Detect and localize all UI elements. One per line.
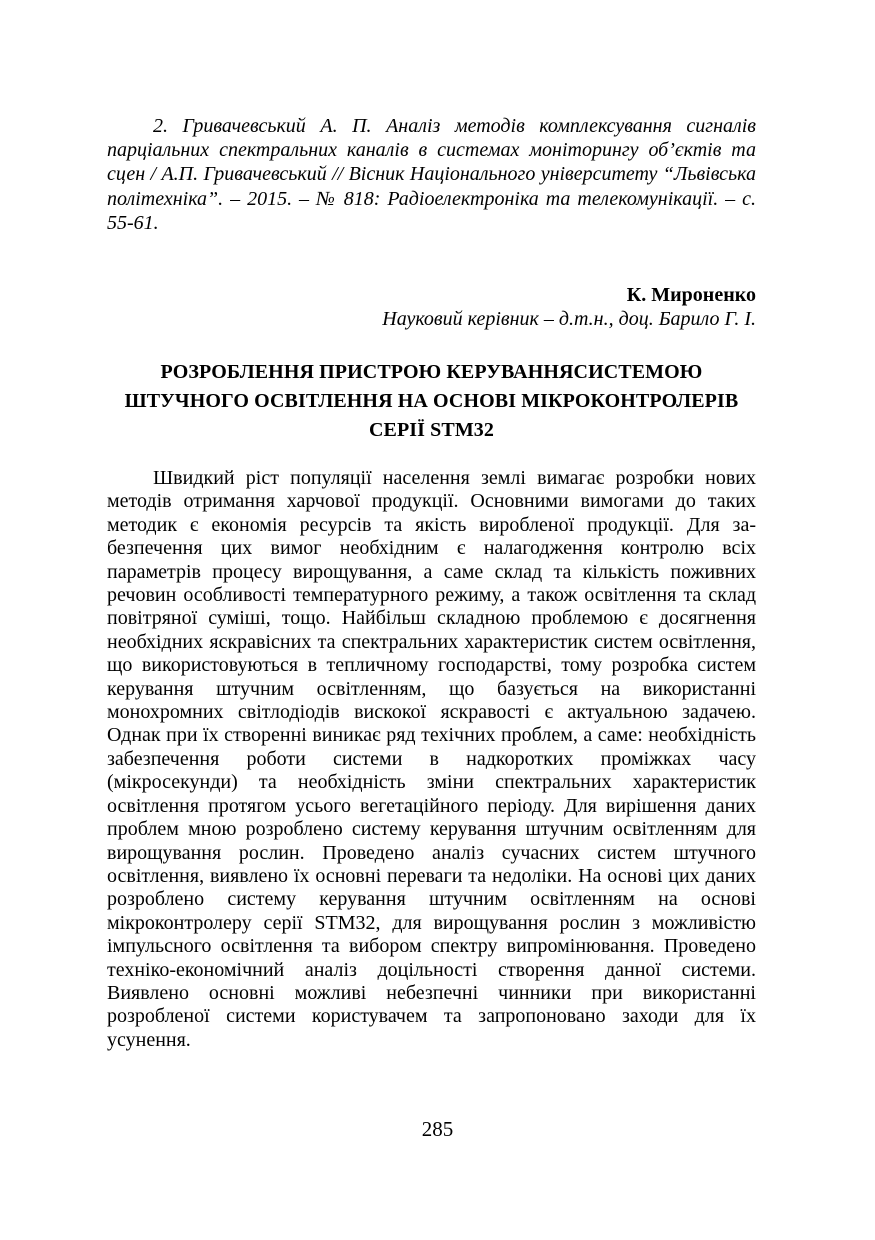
reference-entry: 2. Гривачевський А. П. Аналіз методів комплексування сигналів парціальних спектральних каналів в системах моніторингу об’єктів та сцен / А.П. Гривачевський // Вісник Національного університету “Львівська політехніка”. – 2015. – № 818: Радіоелектроніка та телекомунікації. – с. 55-61. xyxy=(107,115,756,234)
page-content xyxy=(107,114,756,1072)
author-block xyxy=(107,283,756,331)
page-number: 285 xyxy=(421,1117,454,1141)
title-line: РОЗРОБЛЕННЯ ПРИСТРОЮ КЕРУВАННЯСИСТЕМОЮ xyxy=(160,361,703,384)
title-line: ШТУЧНОГО ОСВІТЛЕННЯ НА ОСНОВІ МІКРОКОНТРОЛЕРІВ xyxy=(124,390,739,413)
title-line: СЕРІЇ STM32 xyxy=(368,419,494,442)
scientific-advisor: Науковий керівник – д.т.н., доц. Барило Г. І. xyxy=(382,308,756,331)
article-title xyxy=(107,358,756,445)
abstract-paragraph: Швидкий ріст популяції населення землі вимагає розробки нових методів отримання харчової продукції. Основними вимогами до таких методик є економія ресурсів та якість виробленої продукції. Для забезпечення цих вимог необхідним є налагодження контролю всіх параметрів процесу вирощування, а саме склад та кількість поживних речовин особливості температурного режиму, а також освітлення та склад повітряної суміші, тощо. Найбільш складною проблемою є досягнення необхідних яскравісних та спектральних характеристик систем освітлення, що використовуються в тепличному господарстві, тому розробка систем керування штучним освітленням, що базується на використанні монохромних світлодіодів вискокої яскравості є актуальною задачею. Однак при їх створенні виникає ряд техічних проблем, а саме: необхідність забезпечення роботи системи в надкоротких проміжках часу (мікросекунди) та необхідність зміни спектральних характеристик освітлення протягом усього вегетаційного періоду. Для вирішення даних проблем мною розроблено систему керування штучним освітленням для вирощування рослин. Проведено аналіз сучасних систем штучного освітлення, виявлено їх основні переваги та недоліки. На основі цих даних розроблено систему керування штучним освітленням на основі мікроконтролеру серії STM32, для вирощування рослин з можливістю імпульсного освітлення та вибором спектру випромінювання. Проведено техніко-економічний аналіз доцільності створення данної системи. Виявлено основні можливі небезпечні чинники при використанні розробленої системи користувачем та запропоновано заходи для їх усунення. xyxy=(107,467,756,1051)
author-name: К. Мироненко xyxy=(626,284,756,307)
